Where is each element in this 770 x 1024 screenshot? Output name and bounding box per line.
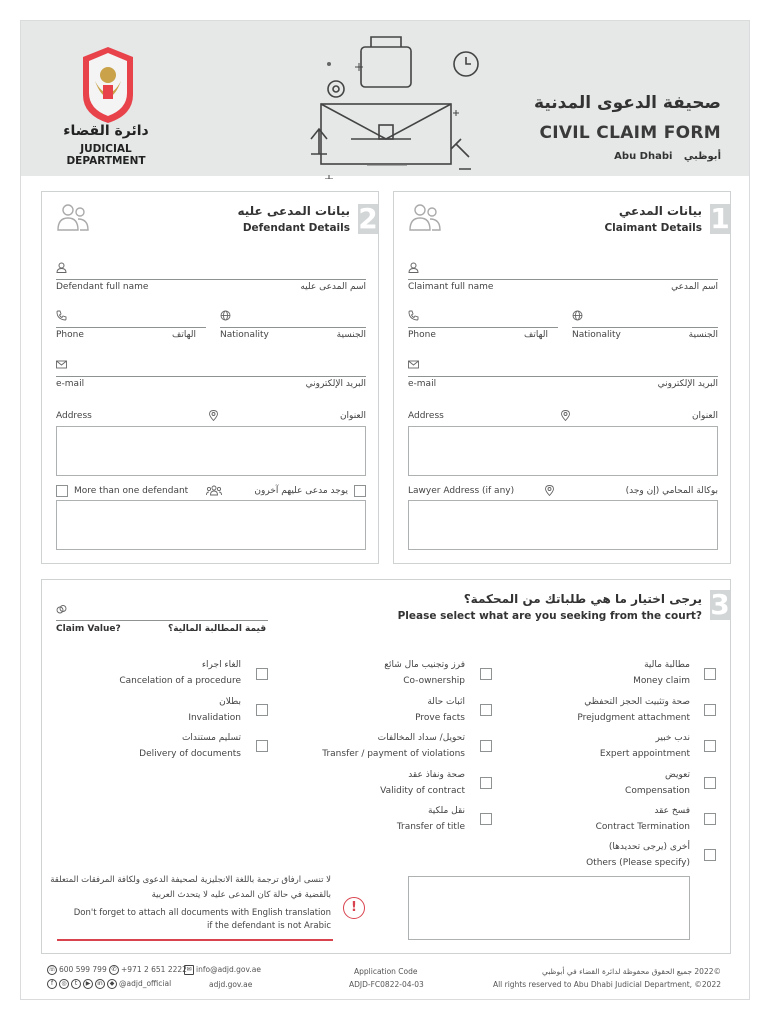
- option-delivery-ar: تسليم مستندات: [181, 733, 241, 743]
- people-icon: [56, 202, 90, 232]
- option-invalidation-en: Invalidation: [188, 713, 241, 723]
- warning-underline: [57, 939, 333, 941]
- option-expert-en: Expert appointment: [599, 749, 690, 759]
- option-validity-ar: صحة ونفاذ عقد: [408, 770, 465, 780]
- option-invalidation-ar: بطلان: [219, 697, 241, 707]
- rights-ar: ©2022 جميع الحقوق محفوظة لدائرة القضاء في أبوظبي: [541, 967, 721, 976]
- option-prove-facts-en: Prove facts: [415, 713, 465, 723]
- claimant-nationality-label-ar: الجنسية: [688, 330, 718, 340]
- defendant-name-input[interactable]: [56, 279, 366, 280]
- footer-email: ✉ info@adjd.gov.ae: [184, 965, 261, 975]
- defendant-nationality-input[interactable]: [220, 327, 366, 328]
- option-coownership-checkbox[interactable]: [480, 668, 492, 680]
- mail-icon: [408, 359, 419, 370]
- seeking-title-en: Please select what are you seeking from the court?: [397, 610, 702, 622]
- lawyer-address-label-en: Lawyer Address (if any): [408, 486, 515, 496]
- more-defendants-checkbox-ar[interactable]: [354, 485, 366, 497]
- footer-phone1: ☏ 600 599 799: [48, 965, 107, 974]
- option-validity-checkbox[interactable]: [480, 777, 492, 789]
- claimant-title-en: Claimant Details: [604, 222, 702, 234]
- claimant-nationality-input[interactable]: [572, 327, 718, 328]
- option-coownership-en: Co-ownership: [403, 676, 465, 686]
- option-others-checkbox[interactable]: [704, 849, 716, 861]
- defendant-nationality-label-en: Nationality: [220, 330, 269, 340]
- option-compensation-ar: تعويض: [664, 770, 690, 780]
- claimant-email-label-en: e-mail: [408, 379, 437, 389]
- more-defendants-checkbox[interactable]: [56, 485, 68, 497]
- more-defendants-label-ar: يوجد مدعى عليهم آخرون: [254, 486, 348, 496]
- option-money-claim-checkbox[interactable]: [704, 668, 716, 680]
- claim-value-label-en: Claim Value?: [56, 624, 121, 634]
- option-cancelation-checkbox[interactable]: [256, 668, 268, 680]
- location-en: Abu Dhabi: [614, 151, 673, 162]
- section-number-3: 3: [710, 588, 730, 621]
- lawyer-address-label-ar: بوكالة المحامي (إن وجد): [625, 486, 718, 496]
- headset-icon: ☏: [48, 966, 56, 973]
- option-termination-ar: فسخ عقد: [654, 806, 690, 816]
- department-name-en: JUDICIAL DEPARTMENT: [66, 143, 146, 167]
- footer-website[interactable]: adjd.gov.ae: [209, 980, 253, 989]
- claimant-title-ar: بيانات المدعي: [618, 204, 702, 218]
- whatsapp-icon: ✆: [109, 965, 119, 975]
- section-number-2: 2: [358, 202, 378, 235]
- option-invalidation-checkbox[interactable]: [256, 704, 268, 716]
- option-cancelation-en: Cancelation of a procedure: [119, 676, 241, 686]
- location-pin-icon: [560, 410, 571, 421]
- location-pin-icon: [208, 410, 219, 421]
- option-delivery-en: Delivery of documents: [139, 749, 241, 759]
- more-defendants-label-en: More than one defendant: [74, 486, 189, 496]
- translation-note-en-1: Don't forget to attach all documents with English translation: [73, 908, 331, 918]
- phone-icon: [408, 310, 419, 321]
- claim-value-input[interactable]: [56, 620, 268, 621]
- defendant-name-label-ar: اسم المدعى عليه: [300, 282, 366, 292]
- defendant-title-ar: بيانات المدعى عليه: [237, 204, 350, 218]
- location: [606, 151, 721, 162]
- claimant-section: [393, 191, 731, 564]
- abu-dhabi-emblem-icon: [73, 45, 143, 125]
- option-violations-checkbox[interactable]: [480, 740, 492, 752]
- defendant-phone-label-ar: الهاتف: [172, 330, 196, 340]
- option-compensation-checkbox[interactable]: [704, 777, 716, 789]
- location-pin-icon: [544, 485, 555, 496]
- linkedin-icon[interactable]: in: [95, 979, 105, 989]
- option-termination-checkbox[interactable]: [704, 813, 716, 825]
- option-title-transfer-checkbox[interactable]: [480, 813, 492, 825]
- user-icon: [56, 262, 67, 273]
- youtube-icon[interactable]: ▶: [83, 979, 93, 989]
- defendant-email-label-ar: البريد الإلكتروني: [305, 379, 366, 389]
- option-cancelation-ar: الغاء اجراء: [201, 660, 241, 670]
- defendant-address-input[interactable]: [56, 426, 366, 476]
- option-compensation-en: Compensation: [625, 786, 690, 796]
- lawyer-address-input[interactable]: [408, 500, 718, 550]
- defendant-section: [41, 191, 379, 564]
- option-expert-ar: ندب خبير: [655, 733, 690, 743]
- defendant-phone-label-en: Phone: [56, 330, 84, 340]
- option-coownership-ar: فرز وتجنيب مال شائع: [384, 660, 465, 670]
- people-icon: [408, 202, 442, 232]
- option-validity-en: Validity of contract: [380, 786, 465, 796]
- defendant-name-label-en: Defendant full name: [56, 282, 149, 292]
- location-ar: أبوظبي: [683, 151, 721, 162]
- form-title-ar: صحيفة الدعوى المدنية: [534, 93, 721, 113]
- facebook-icon[interactable]: f: [47, 979, 57, 989]
- option-money-claim-en: Money claim: [633, 676, 690, 686]
- phone-icon: [56, 310, 67, 321]
- claimant-email-input[interactable]: [408, 376, 718, 377]
- option-prove-facts-checkbox[interactable]: [480, 704, 492, 716]
- globe-icon: [220, 310, 231, 321]
- twitter-icon[interactable]: t: [71, 979, 81, 989]
- claimant-address-label-ar: العنوان: [691, 411, 718, 421]
- department-name-ar: دائرة القضاء: [63, 123, 149, 139]
- claimant-phone-input[interactable]: [408, 327, 558, 328]
- defendant-phone-input[interactable]: [56, 327, 206, 328]
- app-code-label: Application Code: [354, 967, 418, 976]
- defendant-address-label-ar: العنوان: [339, 411, 366, 421]
- option-others-ar: أخرى (يرجى تحديدها): [608, 842, 690, 852]
- form-title-en: CIVIL CLAIM FORM: [539, 123, 721, 143]
- mail-icon: [56, 359, 67, 370]
- option-title-transfer-ar: نقل ملكية: [427, 806, 465, 816]
- option-prove-facts-ar: اثبات حالة: [427, 697, 465, 707]
- claimant-nationality-label-en: Nationality: [572, 330, 621, 340]
- option-violations-en: Transfer / payment of violations: [322, 749, 465, 759]
- form-header: [21, 21, 749, 176]
- option-title-transfer-en: Transfer of title: [396, 822, 465, 832]
- footer-social: f ◎ t ▶ in ◆ @adjd_official: [47, 979, 171, 989]
- form-page: [20, 20, 750, 1000]
- seeking-title-ar: يرجى اختيار ما هي طلباتك من المحكمة؟: [463, 592, 702, 606]
- others-specify-input[interactable]: [408, 876, 690, 940]
- option-termination-en: Contract Termination: [595, 822, 690, 832]
- claimant-phone-label-en: Phone: [408, 330, 436, 340]
- claimant-name-label-en: Claimant full name: [408, 282, 494, 292]
- snapchat-icon[interactable]: ◆: [107, 979, 117, 989]
- option-money-claim-ar: مطالبة مالية: [644, 660, 690, 670]
- option-prejudgment-checkbox[interactable]: [704, 704, 716, 716]
- mail-icon: ✉: [184, 965, 194, 975]
- user-icon: [408, 262, 419, 273]
- option-delivery-checkbox[interactable]: [256, 740, 268, 752]
- translation-note-ar: لا تنسى ارفاق ترجمة باللغة الانجليزية لصحيفة الدعوى ولكافة المرفقات المتعلقة بالقضية في حالة كان المدعى عليه لا يتحدث العربية: [50, 875, 331, 900]
- translation-note-en-2: if the defendant is not Arabic: [206, 921, 331, 931]
- claimant-email-label-ar: البريد الإلكتروني: [657, 379, 718, 389]
- option-prejudgment-ar: صحة وتثبيت الحجز التحفظي: [584, 697, 690, 707]
- option-others-en: Others (Please specify): [586, 858, 690, 868]
- defendant-title-en: Defendant Details: [242, 222, 350, 234]
- rights-en: All rights reserved to Abu Dhabi Judicial Department, ©2022: [492, 980, 721, 989]
- defendant-address-label-en: Address: [56, 411, 92, 421]
- footer-phone2: ✆ +971 2 651 2222: [109, 965, 187, 975]
- section-number-1: 1: [710, 202, 730, 235]
- claimant-phone-label-ar: الهاتف: [524, 330, 548, 340]
- claimant-name-input[interactable]: [408, 279, 718, 280]
- claim-value-label-ar: قيمة المطالبة المالية؟: [168, 624, 267, 634]
- option-prejudgment-en: Prejudgment attachment: [577, 713, 690, 723]
- warning-icon: !: [343, 897, 365, 919]
- defendant-email-input[interactable]: [56, 376, 366, 377]
- defendant-email-label-en: e-mail: [56, 379, 85, 389]
- briefcase-illustration-icon: [301, 29, 481, 179]
- globe-icon: [572, 310, 583, 321]
- claimant-address-label-en: Address: [408, 411, 444, 421]
- instagram-icon[interactable]: ◎: [59, 979, 69, 989]
- more-defendants-input[interactable]: [56, 500, 366, 550]
- option-violations-ar: تحويل/ سداد المخالفات: [377, 733, 465, 743]
- claimant-name-label-ar: اسم المدعي: [671, 282, 718, 292]
- group-icon: [206, 485, 222, 496]
- coins-icon: [56, 604, 67, 615]
- claimant-address-input[interactable]: [408, 426, 718, 476]
- app-code: ADJD-FC0822-04-03: [349, 980, 424, 989]
- defendant-nationality-label-ar: الجنسية: [336, 330, 366, 340]
- option-expert-checkbox[interactable]: [704, 740, 716, 752]
